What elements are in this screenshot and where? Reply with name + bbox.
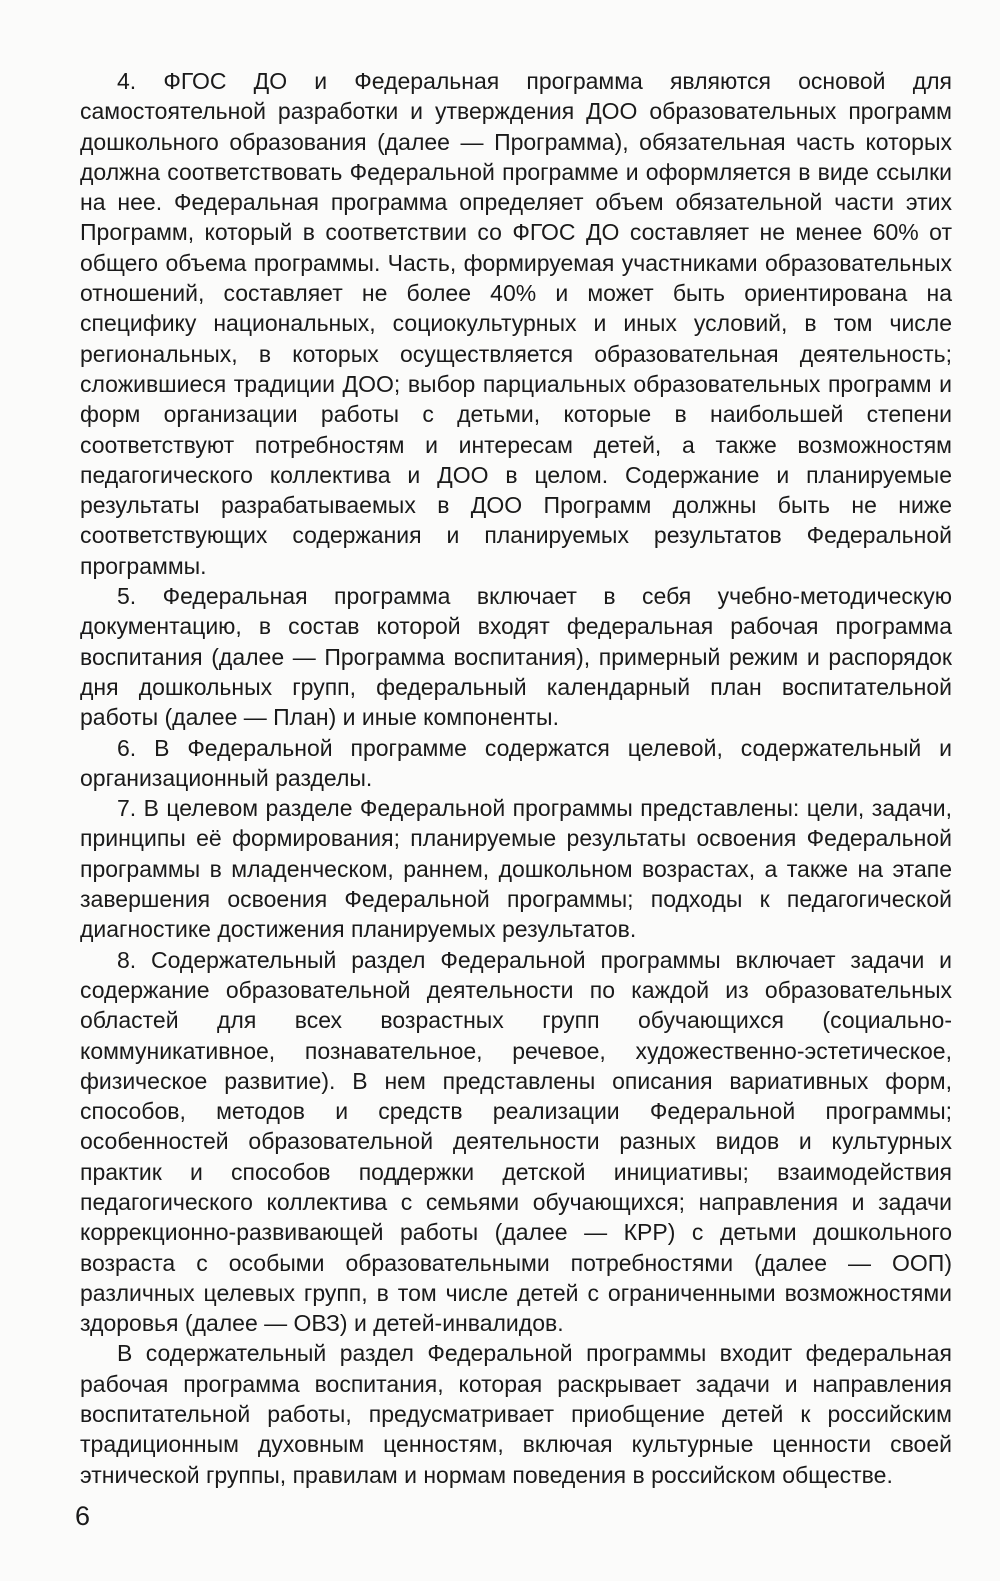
paragraph-7: 7. В целевом разделе Федеральной программы представлены: цели, задачи, принципы её формирования; планируемые результаты освоения Федеральной программы в младенческом, раннем, дошкольном возрастах, а также на этапе завершения освоения Федеральной программы; подходы к педагогической диагностике достижения планируемых результатов. <box>80 795 952 943</box>
paragraph-6: 6. В Федеральной программе содержатся целевой, содержательный и организационный разделы. <box>80 734 952 791</box>
paragraph-8: 8. Содержательный раздел Федеральной программы включает задачи и содержание образовательной деятельности по каждой из образовательных областей для всех возрастных групп обучающихся (социально-коммуникативное, познавательное, речевое, художественно-эстетическое, физическое развитие). В нем представлены описания вариативных форм, способов, методов и средств реализации Федеральной программы; особенностей образовательной деятельности разных видов и культурных практик и способов поддержки детской инициативы; взаимодействия педагогического коллектива с семьями обучающихся; направления и задачи коррекционно-развивающей работы (далее — КРР) с детьми дошкольного возраста с особыми образовательными потребностями (далее — ООП) различных целевых групп, в том числе детей с ограниченными возможностями здоровья (далее — ОВЗ) и детей-инвалидов. <box>80 946 952 1337</box>
paragraph-content-section: В содержательный раздел Федеральной программы входит федеральная рабочая программа воспитания, которая раскрывает задачи и направления воспитательной работы, предусматривает приобщение детей к российским традиционным духовным ценностям, включая культурные ценности своей этнической группы, правилам и нормам поведения в российском обществе. <box>80 1340 952 1488</box>
body-text <box>80 66 952 1490</box>
paragraph-5: 5. Федеральная программа включает в себя учебно-методическую документацию, в состав которой входят федеральная рабочая программа воспитания (далее — Программа воспитания), примерный режим и распорядок дня дошкольных групп, федеральный календарный план воспитательной работы (далее — План) и иные компоненты. <box>80 583 952 731</box>
paragraph-4: 4. ФГОС ДО и Федеральная программа являются основой для самостоятельной разработки и утверждения ДОО образовательных программ дошкольного образования (далее — Программа), обязательная часть которых должна соответствовать Федеральной программе и оформляется в виде ссылки на нее. Федеральная программа определяет объем обязательной части этих Программ, который в соответствии со ФГОС ДО составляет не менее 60% от общего объема программы. Часть, формируемая участниками образовательных отношений, составляет не более 40% и может быть ориентирована на специфику национальных, социокультурных и иных условий, в том числе региональных, в которых осуществляется образовательная деятельность; сложившиеся традиции ДОО; выбор парциальных образовательных программ и форм организации работы с детьми, которые в наибольшей степени соответствуют потребностям и интересам детей, а также возможностям педагогического коллектива и ДОО в целом. Содержание и планируемые результаты разрабатываемых в ДОО Программ должны быть не ниже соответствующих содержания и планируемых результатов Федеральной программы. <box>80 68 952 579</box>
page-number: 6 <box>75 1501 91 1531</box>
